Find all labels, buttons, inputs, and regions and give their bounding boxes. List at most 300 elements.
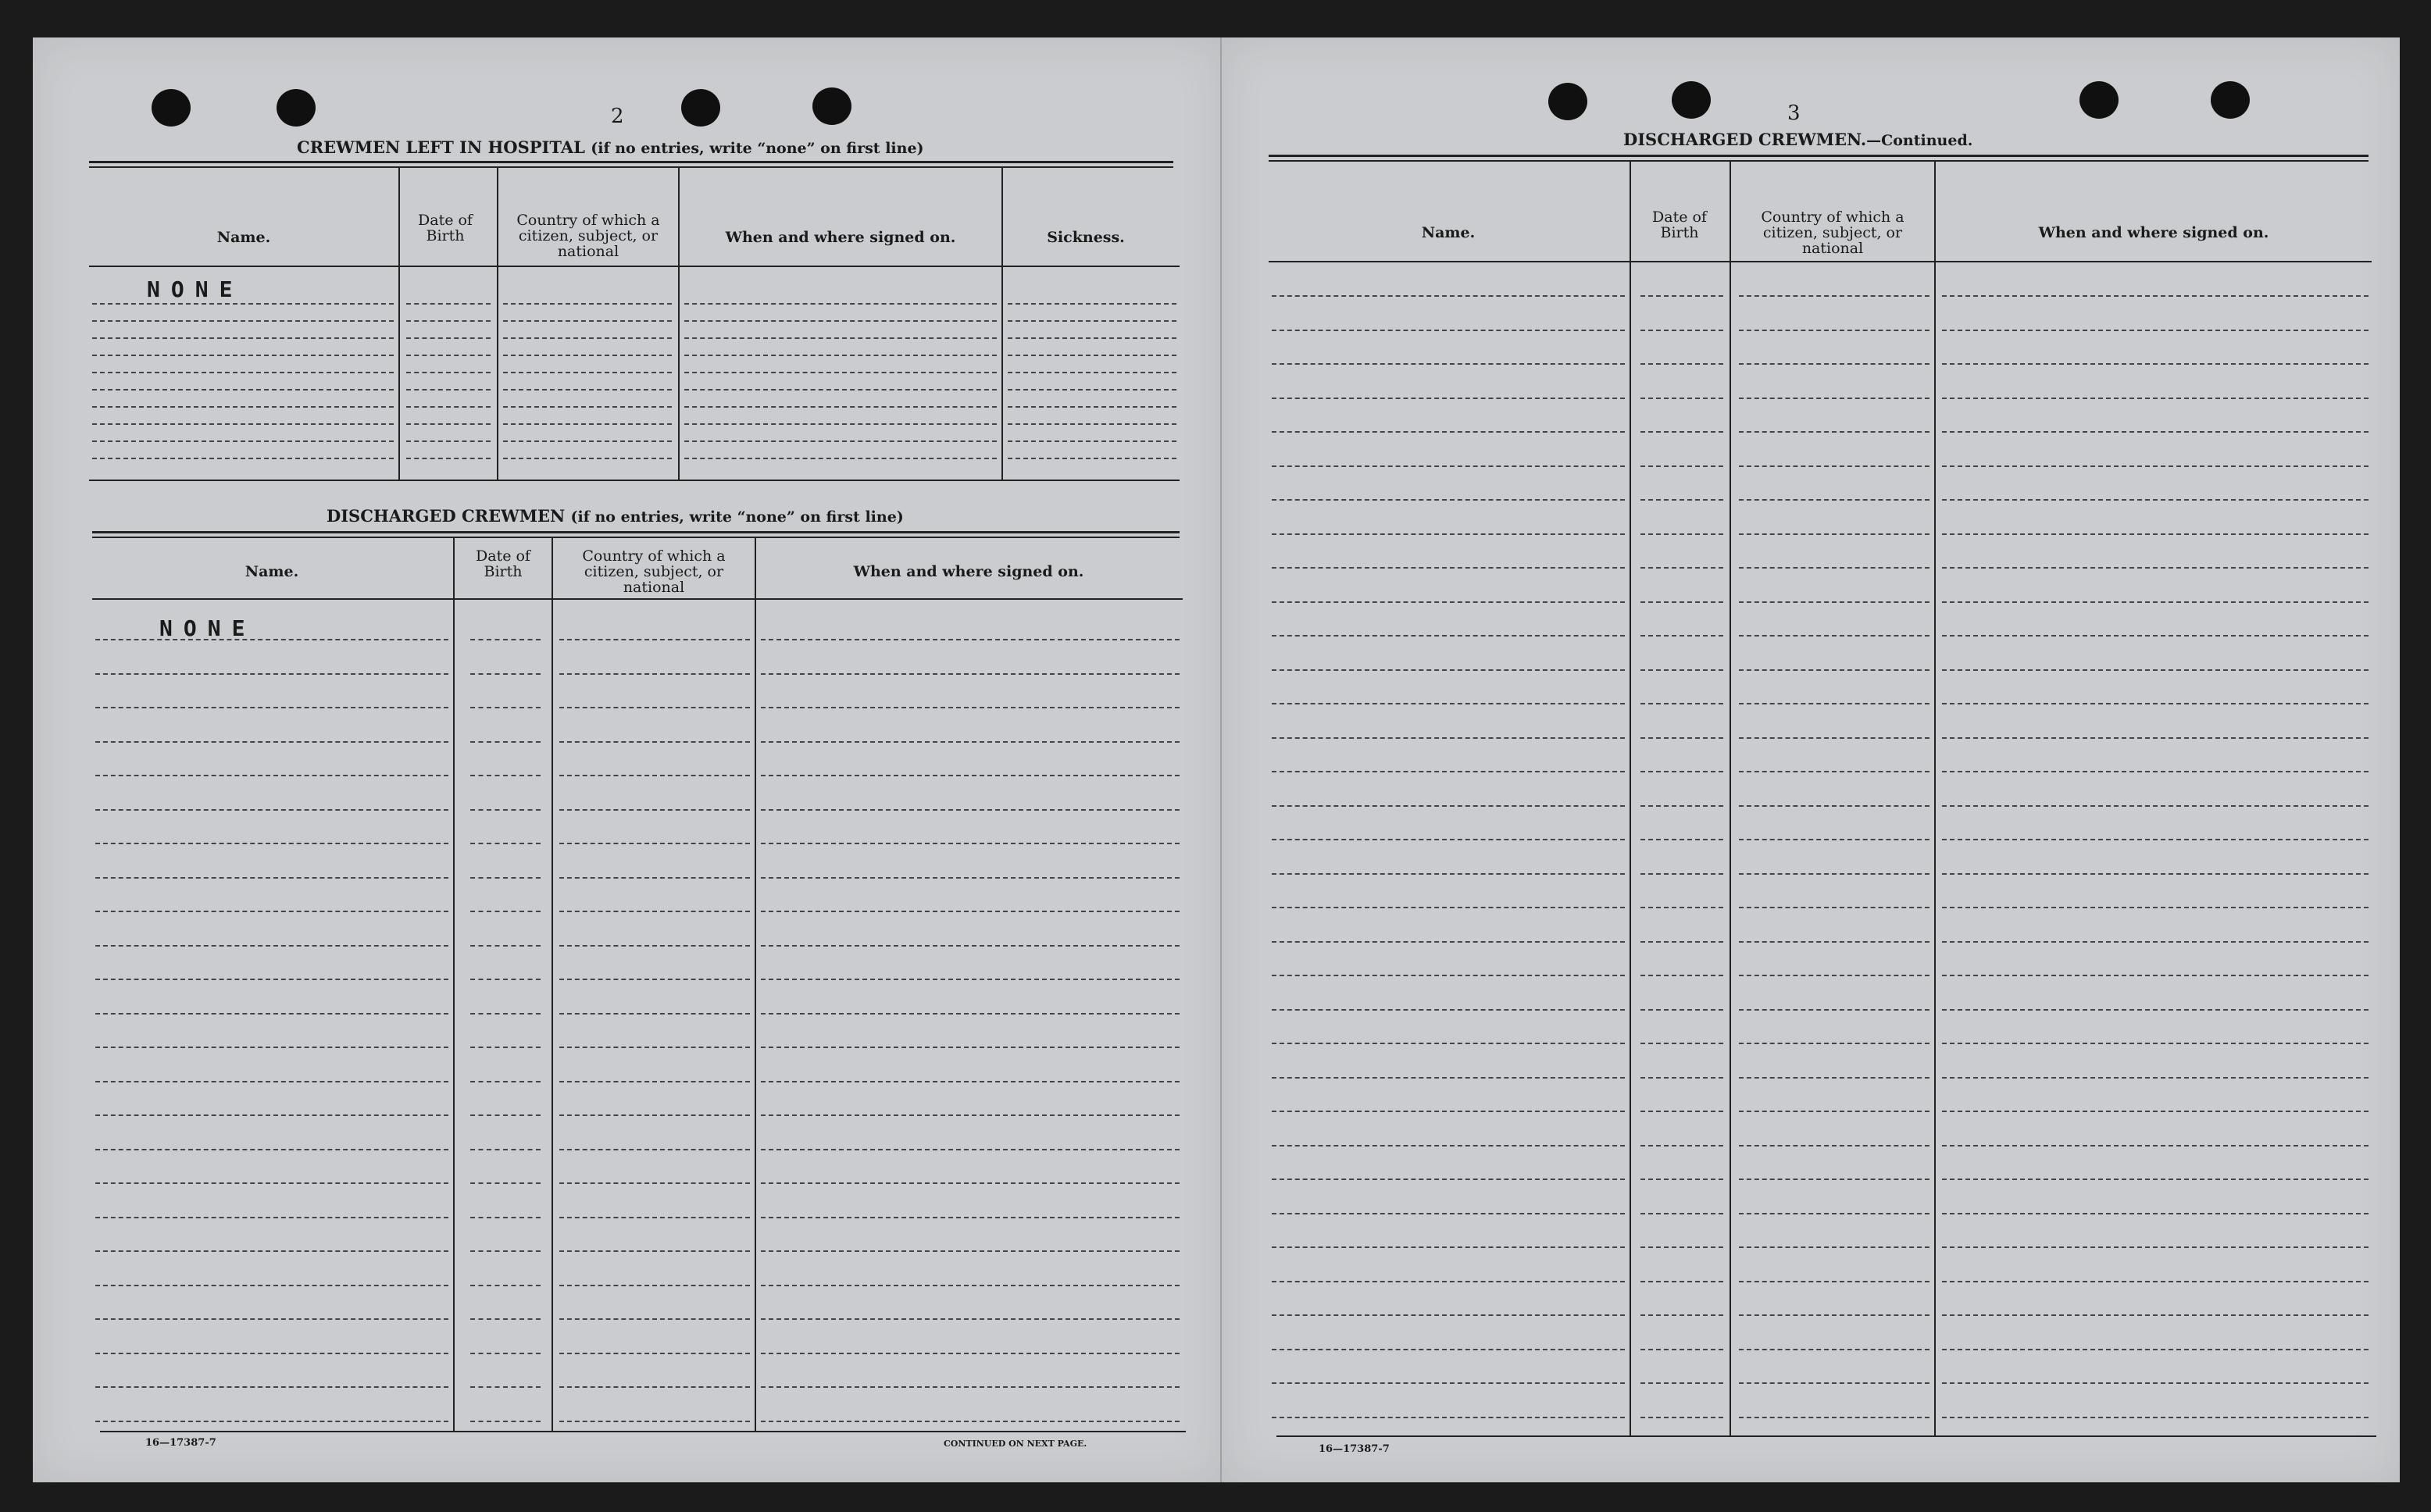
- form-dashed-line: [1008, 337, 1176, 339]
- punch-hole: [1548, 83, 1587, 120]
- form-dashed-line: [470, 1081, 541, 1082]
- punch-hole: [681, 89, 720, 127]
- form-dashed-line: [1272, 805, 1625, 807]
- form-dashed-line: [684, 458, 997, 459]
- form-dashed-line: [1272, 1009, 1625, 1011]
- form-dashed-line: [1942, 1349, 2369, 1350]
- form-dashed-line: [1008, 389, 1176, 390]
- form-dashed-line: [1640, 1043, 1723, 1044]
- form-dashed-line: [1739, 363, 1929, 365]
- form-dashed-line: [470, 707, 541, 708]
- form-dashed-line: [1739, 669, 1929, 671]
- form-dashed-line: [761, 1182, 1180, 1184]
- form-dashed-line: [761, 911, 1180, 912]
- form-dashed-line: [761, 1047, 1180, 1048]
- form-dashed-line: [470, 1318, 541, 1320]
- form-dashed-line: [1942, 975, 2369, 976]
- form-dashed-line: [1640, 1111, 1723, 1112]
- form-dashed-line: [470, 1114, 541, 1116]
- form-dashed-line: [95, 1114, 448, 1116]
- form-dashed-line: [1272, 1213, 1625, 1214]
- form-dashed-line: [1272, 873, 1625, 875]
- form-dashed-line: [1739, 1077, 1929, 1079]
- form-dashed-line: [1640, 1281, 1723, 1282]
- form-dashed-line: [1942, 1179, 2369, 1180]
- form-dashed-line: [761, 1013, 1180, 1015]
- form-dashed-line: [1272, 533, 1625, 535]
- form-dashed-line: [1272, 499, 1625, 501]
- form-dashed-line: [1640, 1145, 1723, 1146]
- form-dashed-line: [1272, 398, 1625, 399]
- section-rule: [92, 531, 1180, 538]
- form-dashed-line: [1640, 363, 1723, 365]
- form-dashed-line: [1942, 839, 2369, 840]
- column-header-country: Country of which a citizen, subject, or national: [582, 547, 726, 596]
- column-header-signed-on: When and where signed on.: [725, 229, 956, 246]
- continued-note: CONTINUED ON NEXT PAGE.: [944, 1439, 1087, 1449]
- form-dashed-line: [1640, 1314, 1723, 1316]
- column-header-country: Country of which a citizen, subject, or national: [1761, 209, 1904, 257]
- form-dashed-line: [1640, 1349, 1723, 1350]
- form-dashed-line: [95, 809, 448, 811]
- form-dashed-line: [1739, 1179, 1929, 1180]
- form-dashed-line: [406, 423, 491, 425]
- form-dashed-line: [470, 1047, 541, 1048]
- form-dashed-line: [1640, 330, 1723, 331]
- form-dashed-line: [684, 389, 997, 390]
- right-form-page: [1222, 37, 2400, 1482]
- form-dashed-line: [684, 337, 997, 339]
- form-dashed-line: [1942, 567, 2369, 569]
- form-dashed-line: [761, 979, 1180, 980]
- form-dashed-line: [1942, 873, 2369, 875]
- form-dashed-line: [1272, 839, 1625, 840]
- form-dashed-line: [1739, 1043, 1929, 1044]
- form-dashed-line: [470, 945, 541, 947]
- form-dashed-line: [470, 877, 541, 879]
- form-dashed-line: [92, 355, 394, 356]
- form-dashed-line: [1942, 431, 2369, 433]
- form-number: 16—17387-7: [1319, 1443, 1390, 1455]
- form-dashed-line: [1739, 465, 1929, 467]
- form-dashed-line: [1640, 533, 1723, 535]
- form-dashed-line: [470, 843, 541, 844]
- form-dashed-line: [92, 303, 394, 305]
- form-dashed-line: [559, 1081, 750, 1082]
- form-dashed-line: [406, 337, 491, 339]
- form-dashed-line: [406, 406, 491, 408]
- form-dashed-line: [1640, 465, 1723, 467]
- form-dashed-line: [559, 877, 750, 879]
- form-dashed-line: [1739, 1246, 1929, 1248]
- form-dashed-line: [1739, 975, 1929, 976]
- form-dashed-line: [95, 843, 448, 844]
- form-dashed-line: [761, 775, 1180, 776]
- form-dashed-line: [95, 979, 448, 980]
- form-dashed-line: [1272, 431, 1625, 433]
- punch-hole: [277, 89, 316, 127]
- form-dashed-line: [1942, 1417, 2369, 1418]
- form-dashed-line: [92, 337, 394, 339]
- form-dashed-line: [1739, 398, 1929, 399]
- form-dashed-line: [1272, 669, 1625, 671]
- form-dashed-line: [1008, 423, 1176, 425]
- form-dashed-line: [1008, 440, 1176, 442]
- form-dashed-line: [1272, 1314, 1625, 1316]
- form-dashed-line: [1272, 601, 1625, 603]
- form-dashed-line: [92, 423, 394, 425]
- form-dashed-line: [1739, 1281, 1929, 1282]
- form-dashed-line: [1739, 1314, 1929, 1316]
- form-dashed-line: [1640, 499, 1723, 501]
- form-dashed-line: [1640, 1179, 1723, 1180]
- form-dashed-line: [470, 911, 541, 912]
- form-dashed-line: [1942, 1382, 2369, 1384]
- form-dashed-line: [1942, 1281, 2369, 1282]
- form-dashed-line: [559, 673, 750, 675]
- form-dashed-line: [406, 303, 491, 305]
- column-header-signed-on: When and where signed on.: [2038, 224, 2269, 241]
- form-dashed-line: [1942, 1246, 2369, 1248]
- punch-hole: [1672, 81, 1711, 119]
- form-dashed-line: [1942, 1145, 2369, 1146]
- form-dashed-line: [503, 303, 672, 305]
- form-dashed-line: [92, 372, 394, 373]
- column-header-sickness: Sickness.: [1047, 229, 1125, 246]
- form-dashed-line: [406, 320, 491, 322]
- form-dashed-line: [1640, 635, 1723, 637]
- form-dashed-line: [559, 1250, 750, 1252]
- form-dashed-line: [503, 423, 672, 425]
- form-dashed-line: [470, 1182, 541, 1184]
- form-dashed-line: [95, 673, 448, 675]
- form-dashed-line: [1739, 567, 1929, 569]
- form-dashed-line: [95, 639, 448, 640]
- form-dashed-line: [470, 1149, 541, 1150]
- form-dashed-line: [1008, 406, 1176, 408]
- form-dashed-line: [1739, 1111, 1929, 1112]
- column-header-signed-on: When and where signed on.: [853, 563, 1084, 580]
- punch-hole: [2211, 81, 2250, 119]
- form-dashed-line: [1640, 601, 1723, 603]
- form-dashed-line: [761, 1114, 1180, 1116]
- form-dashed-line: [470, 1285, 541, 1286]
- form-dashed-line: [761, 673, 1180, 675]
- form-dashed-line: [684, 303, 997, 305]
- form-dashed-line: [1008, 372, 1176, 373]
- form-dashed-line: [95, 1421, 448, 1422]
- form-dashed-line: [1942, 771, 2369, 772]
- form-dashed-line: [761, 1318, 1180, 1320]
- form-dashed-line: [95, 1149, 448, 1150]
- form-dashed-line: [1272, 567, 1625, 569]
- hospital-section-title: CREWMEN LEFT IN HOSPITAL (if no entries, write “none” on first line): [297, 137, 924, 157]
- form-dashed-line: [92, 406, 394, 408]
- form-dashed-line: [1942, 398, 2369, 399]
- form-dashed-line: [470, 979, 541, 980]
- form-dashed-line: [470, 1250, 541, 1252]
- form-dashed-line: [95, 707, 448, 708]
- form-dashed-line: [1640, 941, 1723, 943]
- form-dashed-line: [1739, 1145, 1929, 1146]
- form-dashed-line: [761, 1217, 1180, 1218]
- column-header-name: Name.: [216, 229, 271, 246]
- form-dashed-line: [503, 406, 672, 408]
- form-dashed-line: [92, 440, 394, 442]
- form-dashed-line: [1640, 295, 1723, 297]
- form-dashed-line: [761, 877, 1180, 879]
- form-dashed-line: [470, 639, 541, 640]
- form-dashed-line: [1272, 941, 1625, 943]
- form-dashed-line: [1942, 737, 2369, 739]
- form-dashed-line: [684, 320, 997, 322]
- form-dashed-line: [1272, 1246, 1625, 1248]
- section-rule: [89, 161, 1173, 168]
- page-number: 3: [1787, 102, 1801, 125]
- form-dashed-line: [684, 440, 997, 442]
- form-dashed-line: [761, 1285, 1180, 1286]
- form-dashed-line: [559, 1386, 750, 1388]
- form-dashed-line: [1640, 1382, 1723, 1384]
- form-dashed-line: [1942, 941, 2369, 943]
- form-dashed-line: [1739, 295, 1929, 297]
- form-dashed-line: [1640, 975, 1723, 976]
- form-dashed-line: [1942, 1009, 2369, 1011]
- form-dashed-line: [1739, 499, 1929, 501]
- form-dashed-line: [559, 809, 750, 811]
- form-dashed-line: [559, 1047, 750, 1048]
- form-dashed-line: [406, 389, 491, 390]
- form-dashed-line: [1739, 1417, 1929, 1418]
- form-dashed-line: [470, 673, 541, 675]
- form-dashed-line: [1272, 1077, 1625, 1079]
- form-dashed-line: [470, 1013, 541, 1015]
- form-dashed-line: [1640, 907, 1723, 908]
- form-dashed-line: [1272, 1111, 1625, 1112]
- form-dashed-line: [1942, 703, 2369, 704]
- form-dashed-line: [1008, 355, 1176, 356]
- form-dashed-line: [761, 1250, 1180, 1252]
- form-dashed-line: [559, 639, 750, 640]
- form-dashed-line: [1739, 703, 1929, 704]
- form-dashed-line: [95, 741, 448, 743]
- form-dashed-line: [559, 1318, 750, 1320]
- form-dashed-line: [684, 423, 997, 425]
- form-dashed-line: [1640, 1213, 1723, 1214]
- column-header-date-of-birth: Date of Birth: [476, 547, 530, 580]
- form-dashed-line: [1640, 1077, 1723, 1079]
- form-dashed-line: [559, 1421, 750, 1422]
- form-dashed-line: [470, 741, 541, 743]
- form-dashed-line: [1640, 567, 1723, 569]
- form-dashed-line: [761, 1081, 1180, 1082]
- form-dashed-line: [95, 1217, 448, 1218]
- form-dashed-line: [95, 1386, 448, 1388]
- form-dashed-line: [1942, 635, 2369, 637]
- form-dashed-line: [95, 775, 448, 776]
- form-dashed-line: [1942, 601, 2369, 603]
- form-dashed-line: [559, 1217, 750, 1218]
- column-header-date-of-birth: Date of Birth: [1652, 209, 1707, 241]
- form-dashed-line: [761, 1149, 1180, 1150]
- form-dashed-line: [1942, 669, 2369, 671]
- form-dashed-line: [1739, 839, 1929, 840]
- form-dashed-line: [503, 337, 672, 339]
- form-dashed-line: [761, 1386, 1180, 1388]
- form-dashed-line: [1942, 330, 2369, 331]
- form-dashed-line: [1272, 737, 1625, 739]
- punch-hole: [152, 89, 191, 127]
- form-dashed-line: [95, 1047, 448, 1048]
- form-dashed-line: [559, 1114, 750, 1116]
- form-dashed-line: [1008, 320, 1176, 322]
- form-dashed-line: [1272, 975, 1625, 976]
- form-dashed-line: [1739, 737, 1929, 739]
- form-dashed-line: [684, 372, 997, 373]
- form-dashed-line: [1739, 907, 1929, 908]
- discharged-continued-title: DISCHARGED CREWMEN.—Continued.: [1623, 130, 1973, 149]
- form-dashed-line: [1272, 1417, 1625, 1418]
- form-dashed-line: [559, 741, 750, 743]
- column-header-name: Name.: [245, 563, 299, 580]
- form-dashed-line: [503, 355, 672, 356]
- form-dashed-line: [761, 1421, 1180, 1422]
- form-dashed-line: [503, 440, 672, 442]
- form-dashed-line: [1942, 907, 2369, 908]
- discharged-entry-none: NONE: [159, 615, 256, 641]
- form-dashed-line: [1942, 1043, 2369, 1044]
- form-dashed-line: [1272, 771, 1625, 772]
- form-dashed-line: [503, 372, 672, 373]
- punch-hole: [812, 87, 851, 125]
- form-dashed-line: [1272, 1043, 1625, 1044]
- form-dashed-line: [559, 979, 750, 980]
- form-dashed-line: [1272, 635, 1625, 637]
- form-dashed-line: [95, 1182, 448, 1184]
- form-dashed-line: [559, 707, 750, 708]
- form-dashed-line: [1739, 941, 1929, 943]
- form-dashed-line: [1640, 1246, 1723, 1248]
- form-dashed-line: [559, 1182, 750, 1184]
- form-dashed-line: [1942, 1111, 2369, 1112]
- form-dashed-line: [559, 1013, 750, 1015]
- section-rule: [1269, 155, 2369, 162]
- form-dashed-line: [761, 945, 1180, 947]
- form-dashed-line: [95, 877, 448, 879]
- form-dashed-line: [95, 1353, 448, 1354]
- form-dashed-line: [559, 775, 750, 776]
- form-dashed-line: [1640, 431, 1723, 433]
- form-dashed-line: [1008, 458, 1176, 459]
- form-dashed-line: [1942, 363, 2369, 365]
- form-dashed-line: [406, 458, 491, 459]
- form-dashed-line: [1942, 499, 2369, 501]
- form-dashed-line: [1272, 1145, 1625, 1146]
- page-number: 2: [611, 105, 624, 128]
- form-dashed-line: [470, 1217, 541, 1218]
- form-dashed-line: [1739, 431, 1929, 433]
- form-dashed-line: [761, 707, 1180, 708]
- form-dashed-line: [559, 1285, 750, 1286]
- form-dashed-line: [1739, 330, 1929, 331]
- form-dashed-line: [1272, 907, 1625, 908]
- form-dashed-line: [1272, 1179, 1625, 1180]
- form-dashed-line: [1640, 669, 1723, 671]
- form-dashed-line: [559, 945, 750, 947]
- form-dashed-line: [1942, 465, 2369, 467]
- form-dashed-line: [92, 320, 394, 322]
- form-dashed-line: [503, 389, 672, 390]
- form-dashed-line: [1640, 737, 1723, 739]
- form-dashed-line: [1272, 465, 1625, 467]
- form-dashed-line: [1739, 873, 1929, 875]
- form-dashed-line: [1640, 1009, 1723, 1011]
- form-dashed-line: [761, 639, 1180, 640]
- form-dashed-line: [1272, 1281, 1625, 1282]
- form-dashed-line: [1739, 601, 1929, 603]
- form-dashed-line: [95, 1081, 448, 1082]
- form-dashed-line: [1272, 703, 1625, 704]
- form-dashed-line: [1739, 771, 1929, 772]
- form-dashed-line: [559, 843, 750, 844]
- hospital-entry-none: NONE: [147, 276, 244, 302]
- form-dashed-line: [1272, 330, 1625, 331]
- form-dashed-line: [1640, 771, 1723, 772]
- form-dashed-line: [1739, 1009, 1929, 1011]
- form-dashed-line: [559, 911, 750, 912]
- form-dashed-line: [95, 1285, 448, 1286]
- form-dashed-line: [470, 1421, 541, 1422]
- form-dashed-line: [95, 1013, 448, 1015]
- form-dashed-line: [503, 458, 672, 459]
- form-dashed-line: [1739, 805, 1929, 807]
- form-dashed-line: [406, 440, 491, 442]
- form-dashed-line: [1942, 1314, 2369, 1316]
- form-number: 16—17387-7: [145, 1437, 216, 1449]
- form-dashed-line: [95, 1318, 448, 1320]
- form-dashed-line: [406, 372, 491, 373]
- form-dashed-line: [761, 741, 1180, 743]
- form-dashed-line: [1640, 398, 1723, 399]
- column-header-date-of-birth: Date of Birth: [418, 212, 473, 244]
- form-dashed-line: [95, 911, 448, 912]
- form-dashed-line: [1739, 1349, 1929, 1350]
- form-dashed-line: [1739, 1382, 1929, 1384]
- form-dashed-line: [1640, 839, 1723, 840]
- form-dashed-line: [559, 1149, 750, 1150]
- form-dashed-line: [1640, 873, 1723, 875]
- form-dashed-line: [1272, 1382, 1625, 1384]
- form-dashed-line: [1942, 1213, 2369, 1214]
- form-dashed-line: [684, 355, 997, 356]
- form-dashed-line: [92, 458, 394, 459]
- form-dashed-line: [1739, 533, 1929, 535]
- form-dashed-line: [1739, 635, 1929, 637]
- form-dashed-line: [1272, 295, 1625, 297]
- form-dashed-line: [1942, 533, 2369, 535]
- form-dashed-line: [1942, 295, 2369, 297]
- form-dashed-line: [1942, 805, 2369, 807]
- form-dashed-line: [92, 389, 394, 390]
- form-dashed-line: [503, 320, 672, 322]
- column-header-country: Country of which a citizen, subject, or national: [516, 212, 660, 260]
- left-form-page: [33, 37, 1222, 1482]
- form-dashed-line: [95, 1250, 448, 1252]
- form-dashed-line: [761, 1353, 1180, 1354]
- form-dashed-line: [470, 809, 541, 811]
- punch-hole: [2079, 81, 2119, 119]
- form-dashed-line: [470, 1386, 541, 1388]
